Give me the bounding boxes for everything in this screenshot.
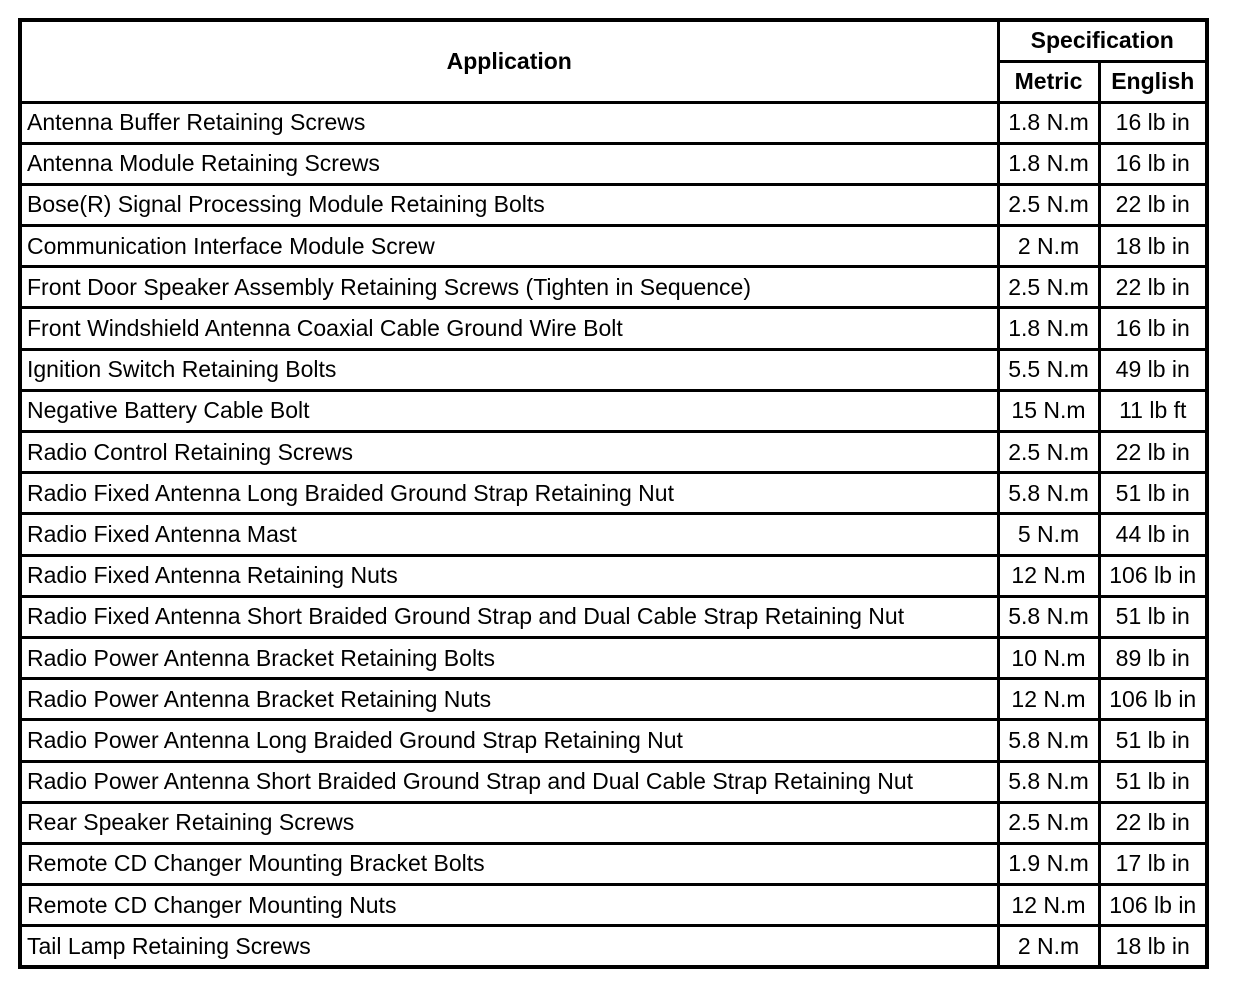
application-cell: Radio Fixed Antenna Retaining Nuts — [20, 555, 998, 596]
metric-cell: 5.8 N.m — [998, 473, 1099, 514]
table-row — [20, 473, 1207, 514]
header-row — [20, 20, 1207, 61]
english-cell: 106 lb in — [1099, 885, 1207, 926]
metric-cell: 5.5 N.m — [998, 349, 1099, 390]
metric-cell: 12 N.m — [998, 679, 1099, 720]
application-cell: Radio Fixed Antenna Short Braided Ground Strap and Dual Cable Strap Retaining Nut — [20, 596, 998, 637]
application-cell: Rear Speaker Retaining Screws — [20, 802, 998, 843]
table-row — [20, 102, 1207, 143]
english-cell: 16 lb in — [1099, 308, 1207, 349]
application-cell: Remote CD Changer Mounting Bracket Bolts — [20, 843, 998, 884]
english-cell: 44 lb in — [1099, 514, 1207, 555]
metric-cell: 2 N.m — [998, 926, 1099, 967]
table-row — [20, 761, 1207, 802]
english-cell: 22 lb in — [1099, 267, 1207, 308]
application-cell: Radio Power Antenna Bracket Retaining Nuts — [20, 679, 998, 720]
table-row — [20, 679, 1207, 720]
english-cell: 18 lb in — [1099, 926, 1207, 967]
english-cell: 51 lb in — [1099, 596, 1207, 637]
application-cell: Tail Lamp Retaining Screws — [20, 926, 998, 967]
metric-cell: 5 N.m — [998, 514, 1099, 555]
metric-cell: 2 N.m — [998, 226, 1099, 267]
table-row — [20, 596, 1207, 637]
table-row — [20, 267, 1207, 308]
metric-cell: 5.8 N.m — [998, 596, 1099, 637]
metric-cell: 1.8 N.m — [998, 308, 1099, 349]
specification-header: Specification — [998, 20, 1207, 61]
metric-cell: 12 N.m — [998, 885, 1099, 926]
table-body — [20, 102, 1207, 967]
english-cell: 89 lb in — [1099, 637, 1207, 678]
metric-header: Metric — [998, 61, 1099, 102]
english-cell: 11 lb ft — [1099, 390, 1207, 431]
table-row — [20, 226, 1207, 267]
table-row — [20, 843, 1207, 884]
metric-cell: 12 N.m — [998, 555, 1099, 596]
table-row — [20, 637, 1207, 678]
application-cell: Radio Fixed Antenna Long Braided Ground Strap Retaining Nut — [20, 473, 998, 514]
metric-cell: 2.5 N.m — [998, 267, 1099, 308]
application-cell: Radio Control Retaining Screws — [20, 432, 998, 473]
english-cell: 49 lb in — [1099, 349, 1207, 390]
application-cell: Ignition Switch Retaining Bolts — [20, 349, 998, 390]
fastener-specification-table — [18, 18, 1209, 969]
application-cell: Radio Fixed Antenna Mast — [20, 514, 998, 555]
table-row — [20, 349, 1207, 390]
application-cell: Remote CD Changer Mounting Nuts — [20, 885, 998, 926]
table-row — [20, 514, 1207, 555]
english-cell: 106 lb in — [1099, 555, 1207, 596]
application-cell: Radio Power Antenna Long Braided Ground Strap Retaining Nut — [20, 720, 998, 761]
application-header: Application — [20, 20, 998, 102]
application-cell: Front Door Speaker Assembly Retaining Screws (Tighten in Sequence) — [20, 267, 998, 308]
application-cell: Communication Interface Module Screw — [20, 226, 998, 267]
metric-cell: 1.9 N.m — [998, 843, 1099, 884]
english-cell: 106 lb in — [1099, 679, 1207, 720]
metric-cell: 5.8 N.m — [998, 720, 1099, 761]
table-row — [20, 926, 1207, 967]
metric-cell: 2.5 N.m — [998, 184, 1099, 225]
metric-cell: 1.8 N.m — [998, 143, 1099, 184]
application-cell: Radio Power Antenna Short Braided Ground Strap and Dual Cable Strap Retaining Nut — [20, 761, 998, 802]
table-row — [20, 885, 1207, 926]
application-cell: Negative Battery Cable Bolt — [20, 390, 998, 431]
application-cell: Bose(R) Signal Processing Module Retaining Bolts — [20, 184, 998, 225]
application-cell: Antenna Buffer Retaining Screws — [20, 102, 998, 143]
metric-cell: 10 N.m — [998, 637, 1099, 678]
english-cell: 51 lb in — [1099, 473, 1207, 514]
english-cell: 51 lb in — [1099, 720, 1207, 761]
english-cell: 51 lb in — [1099, 761, 1207, 802]
table-row — [20, 720, 1207, 761]
table-row — [20, 390, 1207, 431]
english-cell: 22 lb in — [1099, 802, 1207, 843]
table-row — [20, 143, 1207, 184]
application-cell: Radio Power Antenna Bracket Retaining Bolts — [20, 637, 998, 678]
metric-cell: 5.8 N.m — [998, 761, 1099, 802]
application-cell: Front Windshield Antenna Coaxial Cable Ground Wire Bolt — [20, 308, 998, 349]
english-cell: 22 lb in — [1099, 184, 1207, 225]
metric-cell: 1.8 N.m — [998, 102, 1099, 143]
table-header — [20, 20, 1207, 102]
english-cell: 16 lb in — [1099, 102, 1207, 143]
english-cell: 18 lb in — [1099, 226, 1207, 267]
metric-cell: 2.5 N.m — [998, 802, 1099, 843]
english-cell: 17 lb in — [1099, 843, 1207, 884]
english-header: English — [1099, 61, 1207, 102]
metric-cell: 2.5 N.m — [998, 432, 1099, 473]
english-cell: 16 lb in — [1099, 143, 1207, 184]
application-cell: Antenna Module Retaining Screws — [20, 143, 998, 184]
metric-cell: 15 N.m — [998, 390, 1099, 431]
table-row — [20, 308, 1207, 349]
table-row — [20, 432, 1207, 473]
table-row — [20, 802, 1207, 843]
english-cell: 22 lb in — [1099, 432, 1207, 473]
table-row — [20, 184, 1207, 225]
table-row — [20, 555, 1207, 596]
